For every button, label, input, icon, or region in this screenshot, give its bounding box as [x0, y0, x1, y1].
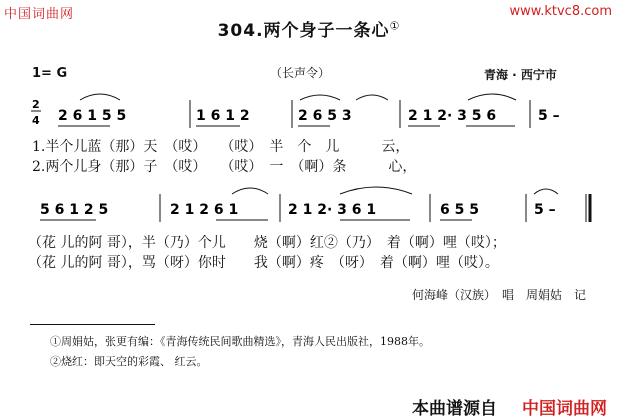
watermark-right: www.ktvc8.com	[509, 4, 612, 19]
svg-text:2 6 5 3: 2 6 5 3	[298, 108, 352, 124]
svg-text:2 1 2 6 1: 2 1 2 6 1	[170, 202, 239, 218]
svg-text:5 –: 5 –	[534, 202, 556, 218]
svg-text:6 5 5: 6 5 5	[440, 202, 479, 218]
time-signature-top: 2	[32, 98, 40, 111]
performer-credit: 何海峰（汉族） 唱 周娟姑 记	[412, 288, 587, 302]
slur	[232, 188, 268, 194]
svg-text:5 6 1 2 5: 5 6 1 2 5	[40, 202, 109, 218]
slur	[300, 95, 340, 100]
lyric-line-2: 2.两个儿身（那）子 （哎） （哎） 一 （啊）条 心，	[32, 159, 417, 175]
song-title-text: 304.两个身子一条心	[217, 21, 390, 41]
footnote-rule	[30, 324, 155, 325]
title-footnote-mark: ①	[389, 19, 401, 33]
svg-text:2 1 2· 3 6 1: 2 1 2· 3 6 1	[288, 202, 377, 218]
svg-text:5 –: 5 –	[538, 108, 560, 124]
svg-text:2 6 1 5 5: 2 6 1 5 5	[58, 108, 127, 124]
source-site-link[interactable]: 中国词曲网	[522, 399, 607, 419]
key-signature: 1= G	[32, 66, 68, 81]
slur	[80, 94, 120, 100]
lyric-line-3: （花 儿的阿 哥），半（乃）个儿 烧（啊）红②（乃） 着（啊）哩（哎）；	[28, 235, 506, 251]
slur	[340, 187, 412, 194]
fermata	[534, 189, 558, 194]
tempo-marking: （长声令）	[270, 66, 331, 80]
lyric-line-1: 1.半个儿蓝（那）天 （哎） （哎） 半 个 儿 云，	[32, 139, 410, 155]
footnote-2: ②烧红：即天空的彩霞、 红云。	[50, 355, 208, 368]
svg-text:1 6 1 2: 1 6 1 2	[196, 108, 250, 124]
footnote-1: ①周娟姑，张更有编：《青海传统民间歌曲精选》，青海人民出版社，1988年。	[50, 335, 430, 348]
slur	[468, 94, 516, 100]
watermark-left: 中国词曲网	[4, 7, 75, 22]
time-signature-bottom: 4	[32, 114, 40, 127]
region-label: 青海 · 西宁市	[484, 68, 557, 82]
svg-text:2 1 2· 3 5 6: 2 1 2· 3 5 6	[408, 108, 497, 124]
source-label: 本曲谱源自	[412, 399, 497, 419]
slur	[356, 95, 388, 100]
notation-row-1	[58, 94, 560, 128]
notation-row-2	[40, 187, 590, 222]
lyric-line-4: （花 儿的阿 哥），骂（呀）你时 我（啊）疼 （呀） 着（啊）哩（哎）。	[28, 255, 499, 271]
